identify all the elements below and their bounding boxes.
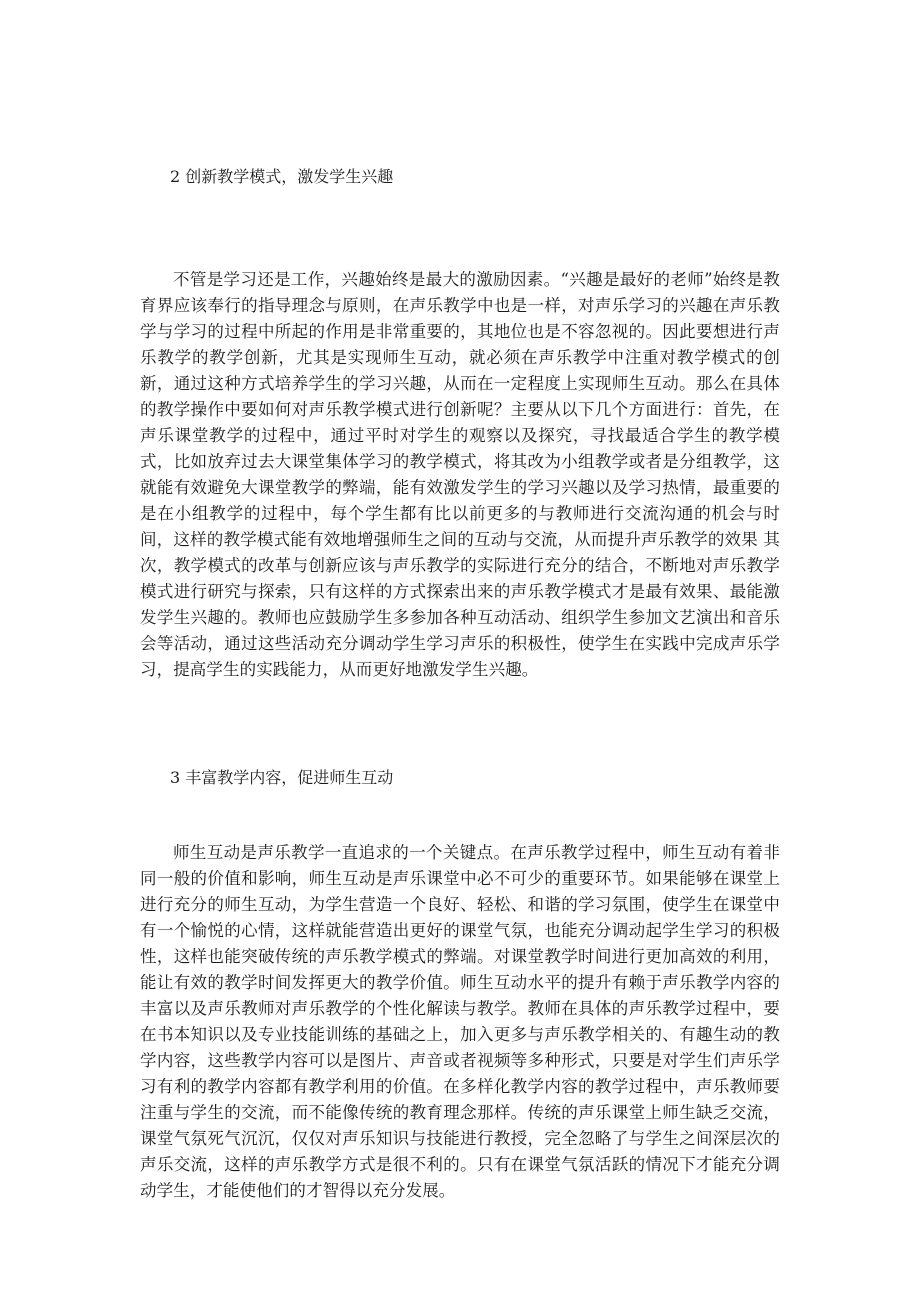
section-3-paragraph: 师生互动是声乐教学一直追求的一个关键点。在声乐教学过程中，师生互动有着非同一般的价值和影响，师生互动是声乐课堂中必不可少的重要环节。如果能够在课堂上进行充分的师生互动，为学生营造一个良好、轻松、和谐的学习氛围，使学生在课堂中有一个愉悦的心情，这样就能营造出更好的课堂气氛，也能充分调动起学生学习的积极性，这样也能突破传统的声乐教学模式的弊端。对课堂教学时间进行更加高效的利用，能让有效的教学时间发挥更大的教学价值。师生互动水平的提升有赖于声乐教学内容的丰富以及声乐教师对声乐教学的个性化解读与教学。教师在具体的声乐教学过程中，要在书本知识以及专业技能训练的基础之上，加入更多与声乐教学相关的、有趣生动的教学内容，这些教学内容可以是图片、声音或者视频等多种形式，只要是对学生们声乐学习有利的教学内容都有教学利用的价值。在多样化教学内容的教学过程中，声乐教师要注重与学生的交流，而不能像传统的教育理念那样。传统的声乐课堂上师生缺乏交流，课堂气氛死气沉沉，仅仅对声乐知识与技能进行教授，完全忽略了与学生之间深层次的声乐交流，这样的声乐教学方式是很不利的。只有在课堂气氛活跃的情况下才能充分调动学生，才能使他们的才智得以充分发展。	[140, 843, 780, 1200]
section-2-paragraph: 不管是学习还是工作，兴趣始终是最大的激励因素。“兴趣是最好的老师”始终是教育界应该奉行的指导理念与原则，在声乐教学中也是一样，对声乐学习的兴趣在声乐教学与学习的过程中所起的作用是非常重要的，其地位也是不容忽视的。因此要想进行声乐教学的教学创新，尤其是实现师生互动，就必须在声乐教学中注重对教学模式的创新，通过这种方式培养学生的学习兴趣，从而在一定程度上实现师生互动。那么在具体的教学操作中要如何对声乐教学模式进行创新呢？主要从以下几个方面进行：首先，在声乐课堂教学的过程中，通过平时对学生的观察以及探究，寻找最适合学生的教学模式，比如放弃过去大课堂集体学习的教学模式，将其改为小组教学或者是分组教学，这就能有效避免大课堂教学的弊端，能有效激发学生的学习兴趣以及学习热情，最重要的是在小组教学的过程中，每个学生都有比以前更多的与教师进行交流沟通的机会与时间，这样的教学模式能有效地增强师生之间的互动与交流，从而提升声乐教学的效果 其次，教学模式的改革与创新应该与声乐教学的实际进行充分的结合，不断地对声乐教学模式进行研究与探索，只有这样的方式探索出来的声乐教学模式才是最有效果、最能激发学生兴趣的。教师也应鼓励学生多参加各种互动活动、组织学生参加文艺演出和音乐会等活动，通过这些活动充分调动学生学习声乐的积极性，使学生在实践中完成声乐学习，提高学生的实践能力，从而更好地激发学生兴趣。	[140, 270, 780, 679]
section-2-heading: 2 创新教学模式，激发学生兴趣	[170, 167, 394, 186]
section-3-heading: 3 丰富教学内容，促进师生互动	[170, 768, 394, 787]
